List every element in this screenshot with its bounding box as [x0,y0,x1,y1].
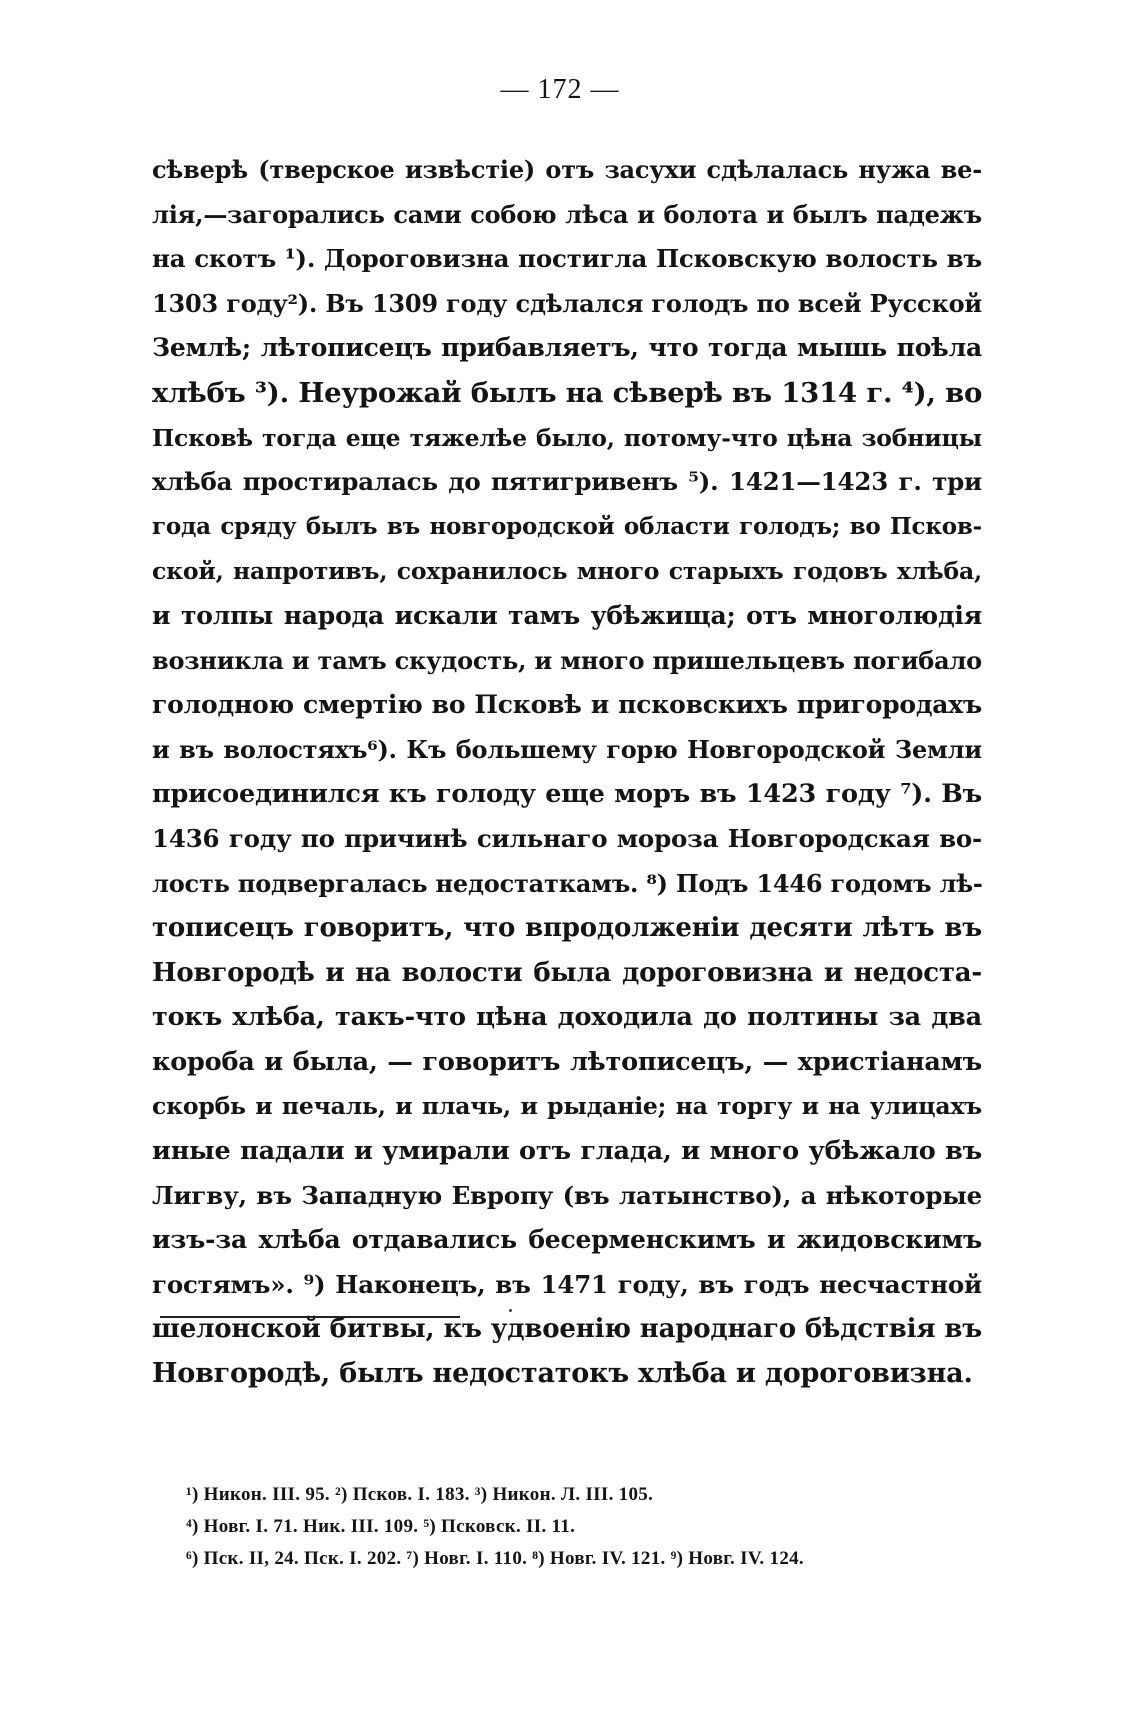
page-number: — 172 — [500,74,620,105]
print-speck [509,1309,512,1312]
text-line: Новгородѣ и на волости была дороговизна и недоста- [152,957,982,988]
text-line: лія,—загорались сами собою лѣса и болота и былъ падежъ [152,199,982,229]
text-line: короба и была, — говоритъ лѣтописецъ, — христіанамъ [152,1046,982,1077]
text-line: лость подвергалась недостаткамъ. ⁸) Подъ 1446 годомъ лѣ- [152,868,983,898]
text-line: ской, напротивъ, сохранилось много старыхъ годовъ хлѣба, [152,557,982,586]
text-line: года сряду былъ въ новгородской области голодъ; во Псков- [152,512,982,540]
text-line: скорбь и печаль, и плачь, и рыданіе; на торгу и на улицахъ [152,1092,982,1121]
text-line: иные падали и умирали отъ глада, и много убѣжало въ [152,1136,982,1167]
footnote-line: ¹) Никон. III. 95. ²) Псков. I. 183. ³) Никон. Л. III. 105. [186,1484,654,1505]
text-line: голодною смертію во Псковѣ и псковскихъ пригородахъ [152,690,982,720]
footnote-divider [160,1316,460,1318]
text-line: Псковѣ тогда еще тяжелѣе было, потому-что цѣна зобницы [152,423,982,452]
text-line: хлѣба простиралась до пятигривенъ ⁵). 1421—1423 г. три [152,467,982,497]
text-line: изъ-за хлѣба отдавались бесерменскимъ и жидовскимъ [152,1225,982,1255]
text-line: и толпы народа искали тамъ убѣжища; отъ многолюдія [152,600,982,630]
text-line: присоединился къ голоду еще моръ въ 1423 году ⁷). Въ [152,779,982,810]
text-line: тописецъ говоритъ, что впродолженіи десяти лѣтъ въ [152,913,982,944]
text-line: сѣверѣ (тверское извѣстіе) отъ засухи сдѣлалась нужа ве- [152,155,982,184]
text-line: шелонской битвы, къ удвоенію народнаго бѣдствія въ [152,1314,982,1345]
text-line: возникла и тамъ скудость, и много пришельцевъ погибало [152,645,982,675]
text-line: токъ хлѣба, такъ-что цѣна доходила до полтины за два [152,1002,982,1033]
text-line: и въ волостяхъ⁶). Къ большему горю Новгородской Земли [152,734,982,764]
footnotes [186,1479,986,1575]
text-line: хлѣбъ ³). Неурожай былъ на сѣверѣ въ 1314 г. ⁴), во [152,376,983,409]
text-line-last: Новгородѣ, былъ недостатокъ хлѣба и дороговизна. [152,1358,973,1390]
text-line: гостямъ». ⁹) Наконецъ, въ 1471 году, въ годъ несчастной [152,1269,982,1299]
text-line: 1303 году²). Въ 1309 году сдѣлался голодъ по всей Русской [152,288,982,318]
text-line: Землѣ; лѣтописецъ прибавляетъ, что тогда мышь поѣла [152,333,982,363]
text-line: 1436 году по причинѣ сильнаго мороза Новгородская во- [152,823,982,853]
text-line: на скотъ ¹). Дороговизна постигла Псковскую волость въ [152,244,982,274]
text-line: Лигву, въ Западную Европу (въ латынство), а нѣкоторые [152,1180,982,1210]
footnote-line: ⁴) Новг. I. 71. Ник. III. 109. ⁵) Псковск. II. 11. [186,1516,576,1537]
body-text [152,148,982,1397]
footnote-line: ⁶) Пск. II, 24. Пск. I. 202. ⁷) Новг. I. 110. ⁸) Новг. IV. 121. ⁹) Новг. IV. 124. [186,1548,804,1569]
